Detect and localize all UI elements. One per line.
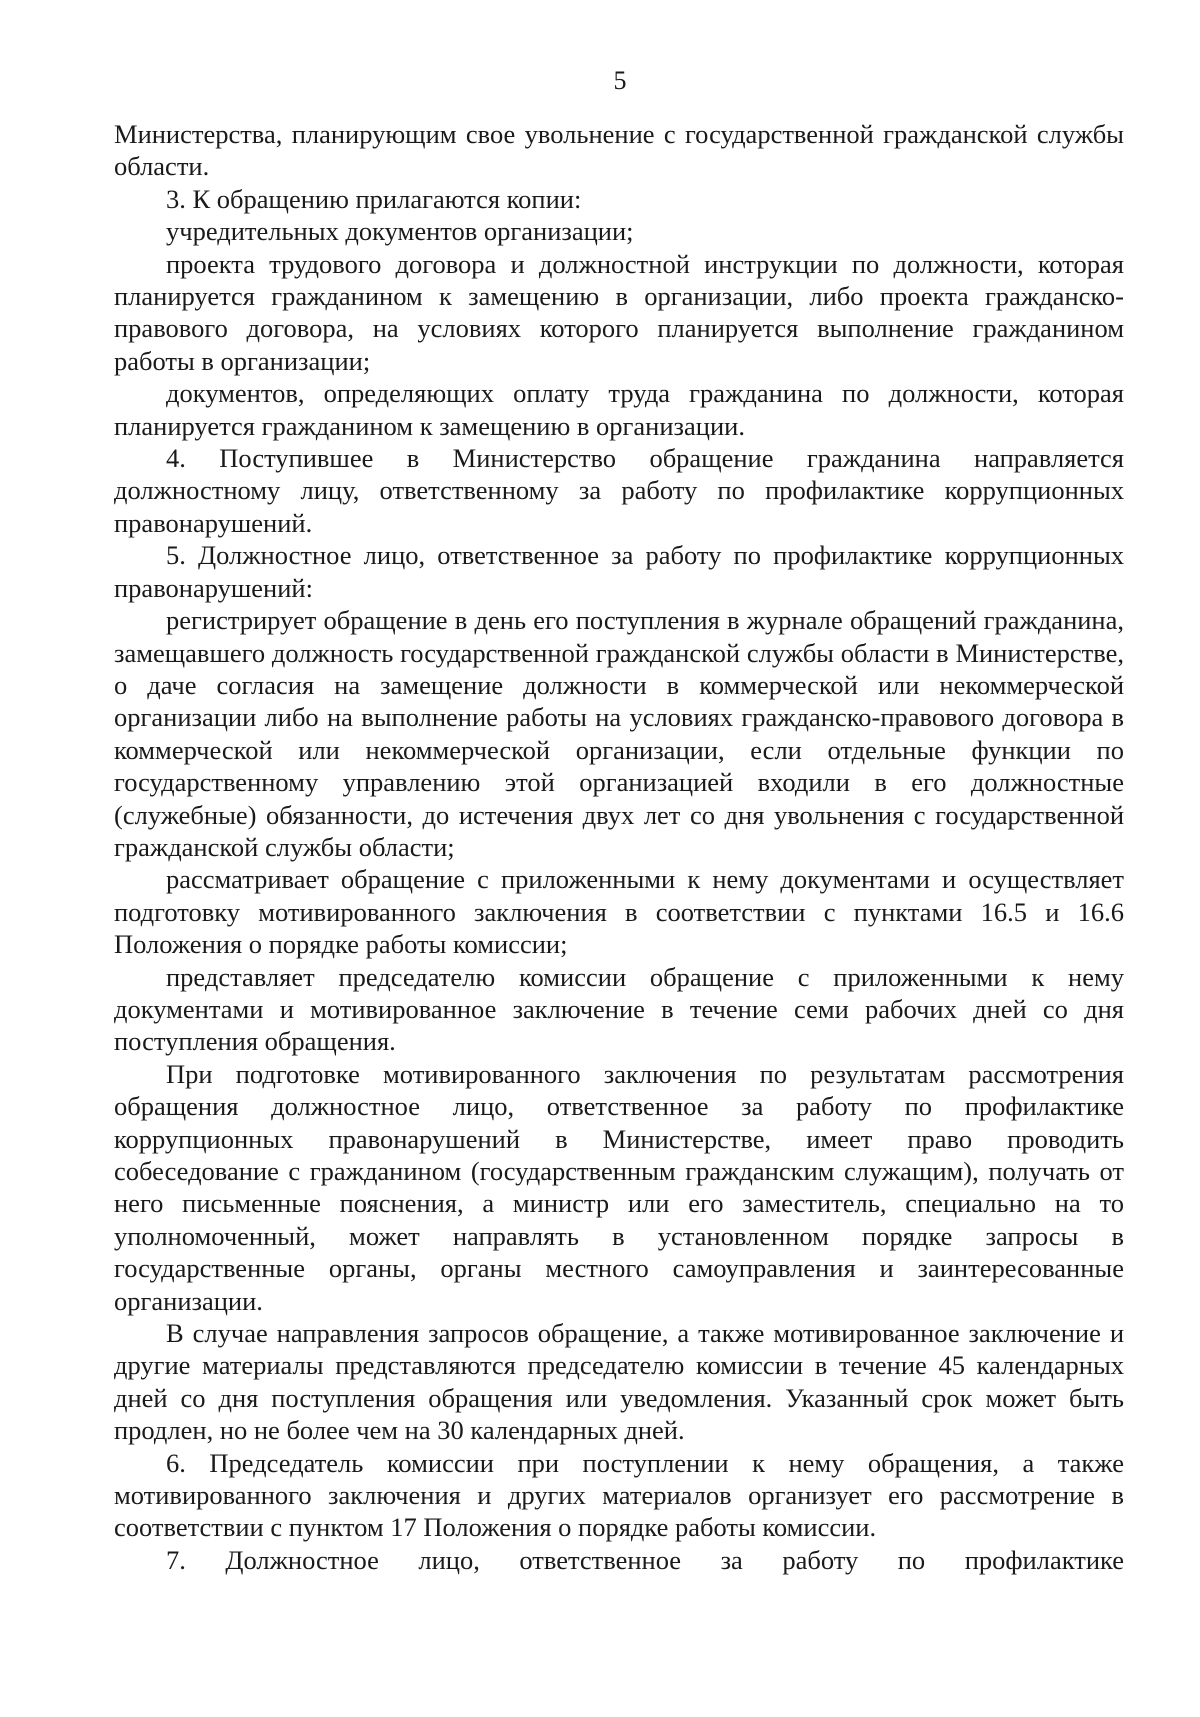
paragraph: проекта трудового договора и должностной инструкции по должности, которая планируется гражданином к замещению в организации, либо проекта гражданско-правового договора, на условиях которого планируется выполнение гражданином работы в организации; bbox=[114, 248, 1124, 376]
paragraph: 4. Поступившее в Министерство обращение гражданина направляется должностному лицу, ответственному за работу по профилактике коррупционных правонарушений. bbox=[114, 443, 1124, 538]
paragraph: 6. Председатель комиссии при поступлении к нему обращения, а также мотивированного заключения и других материалов организует его рассмотрение в соответствии с пунктом 17 Положения о порядке работы комиссии. bbox=[114, 1447, 1124, 1543]
page-number: 5 bbox=[613, 66, 627, 95]
paragraph: учредительных документов организации; bbox=[166, 216, 634, 247]
paragraph: При подготовке мотивированного заключения по результатам рассмотрения обращения должностное лицо, ответственное за работу по профилактике коррупционных правонарушений в Министерстве, имеет право проводить собеседование с гражданином (государственным гражданским служащим), получать от него письменные пояснения, а министр или его заместитель, специально на то уполномоченный, может направлять в установленном порядке запросы в государственные органы, органы местного самоуправления и заинтересованные организации. bbox=[114, 1058, 1124, 1316]
paragraph: регистрирует обращение в день его поступления в журнале обращений гражданина, замещавшего должность государственной гражданской службы области в Министерстве, о даче согласия на замещение должности в коммерческой или некоммерческой организации либо на выполнение работы на условиях гражданско-правового договора в коммерческой или некоммерческой организации, если отдельные функции по государственному управлению этой организацией входили в его должностные (служебные) обязанности, до истечения двух лет со дня увольнения с государственной гражданской службы области; bbox=[114, 605, 1124, 862]
paragraph: представляет председателю комиссии обращение с приложенными к нему документами и мотивированное заключение в течение семи рабочих дней со дня поступления обращения. bbox=[114, 961, 1124, 1057]
paragraph: 5. Должностное лицо, ответственное за работу по профилактике коррупционных правонарушений: bbox=[114, 540, 1124, 603]
paragraph: 3. К обращению прилагаются копии: bbox=[166, 183, 582, 214]
document-body bbox=[114, 118, 1124, 1576]
paragraph: документов, определяющих оплату труда гражданина по должности, которая планируется гражданином к замещению в организации. bbox=[114, 378, 1124, 441]
paragraph: В случае направления запросов обращение, а также мотивированное заключение и другие материалы представляются председателю комиссии в течение 45 календарных дней со дня поступления обращения или уведомления. Указанный срок может быть продлен, но не более чем на 30 календарных дней. bbox=[114, 1318, 1124, 1446]
paragraph: Министерства, планирующим свое увольнение с государственной гражданской службы области. bbox=[114, 119, 1124, 182]
paragraph: рассматривает обращение с приложенными к нему документами и осуществляет подготовку мотивированного заключения в соответствии с пунктами 16.5 и 16.6 Положения о порядке работы комиссии; bbox=[114, 864, 1124, 960]
paragraph: 7. Должностное лицо, ответственное за работу по профилактике bbox=[166, 1544, 1124, 1575]
